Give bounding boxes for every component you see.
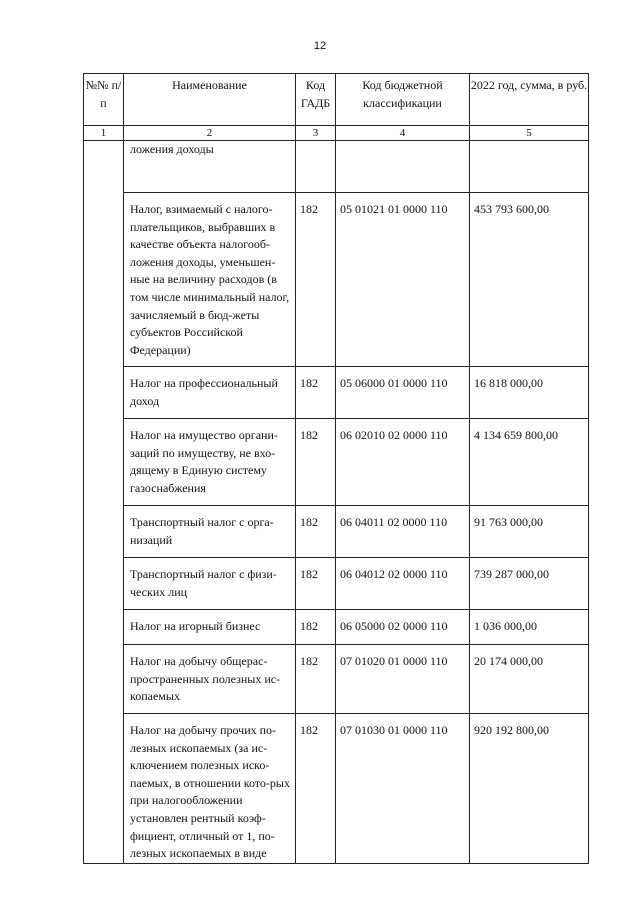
row-classification: 06 02010 02 0000 110 <box>336 419 470 506</box>
row-classification: 07 01020 01 0000 110 <box>336 645 470 714</box>
row-number-cell <box>84 141 124 864</box>
row-sum: 4 134 659 800,00 <box>470 419 589 506</box>
row-name: Налог на профессиональный доход <box>124 367 296 419</box>
header-sum: 2022 год, сумма, в руб. <box>470 74 589 126</box>
row-name: Транспортный налог с орга-низаций <box>124 506 296 558</box>
row-classification: 05 06000 01 0000 110 <box>336 367 470 419</box>
row-sum: 1 036 000,00 <box>470 610 589 645</box>
header-name: Наименование <box>124 74 296 126</box>
row-code: 182 <box>296 506 336 558</box>
row-code: 182 <box>296 610 336 645</box>
column-number: 3 <box>296 126 336 141</box>
row-sum: 920 192 800,00 <box>470 714 589 864</box>
row-code: 182 <box>296 367 336 419</box>
row-name: ложения доходы <box>124 141 296 193</box>
row-code: 182 <box>296 558 336 610</box>
table-row <box>84 193 589 367</box>
row-classification <box>336 141 470 193</box>
page-number: 12 <box>313 40 327 52</box>
row-name: Налог на игорный бизнес <box>124 610 296 645</box>
row-name: Налог на добычу общерас-пространенных полезных ис-копаемых <box>124 645 296 714</box>
table-row <box>84 645 589 714</box>
row-sum <box>470 141 589 193</box>
column-number: 2 <box>124 126 296 141</box>
table-row <box>84 506 589 558</box>
budget-revenue-table <box>83 73 589 864</box>
row-sum: 20 174 000,00 <box>470 645 589 714</box>
row-sum: 91 763 000,00 <box>470 506 589 558</box>
table-row <box>84 367 589 419</box>
row-name: Налог на имущество органи-заций по имуществу, не вхо-дящему в Единую систему газоснабжения <box>124 419 296 506</box>
row-classification: 05 01021 01 0000 110 <box>336 193 470 367</box>
column-number: 4 <box>336 126 470 141</box>
row-name: Налог на добычу прочих по-лезных ископаемых (за ис-ключением полезных иско-паемых, в отношении кото-рых при налогообложении установлен рентный коэф-фициент, отличный от 1, по-лезных ископаемых в виде <box>124 714 296 864</box>
row-sum: 739 287 000,00 <box>470 558 589 610</box>
table-header-row <box>84 74 589 126</box>
row-name: Транспортный налог с физи-ческих лиц <box>124 558 296 610</box>
header-code: Код ГАДБ <box>296 74 336 126</box>
header-classification: Код бюджетной классификации <box>336 74 470 126</box>
row-sum: 453 793 600,00 <box>470 193 589 367</box>
column-number-row <box>84 126 589 141</box>
header-num: №№ п/п <box>84 74 124 126</box>
row-name: Налог, взимаемый с налого-плательщиков, выбравших в качестве объекта налогооб-ложения доходы, уменьшен-ные на величину расходов (в том числе минимальный налог, зачисляемый в бюд-жеты субъектов Российской Федерации) <box>124 193 296 367</box>
table-row <box>84 558 589 610</box>
row-code: 182 <box>296 193 336 367</box>
column-number: 1 <box>84 126 124 141</box>
table-row <box>84 610 589 645</box>
row-code: 182 <box>296 714 336 864</box>
row-code <box>296 141 336 193</box>
table-row <box>84 714 589 864</box>
row-classification: 06 04012 02 0000 110 <box>336 558 470 610</box>
row-classification: 06 04011 02 0000 110 <box>336 506 470 558</box>
column-number: 5 <box>470 126 589 141</box>
row-code: 182 <box>296 645 336 714</box>
table-row <box>84 419 589 506</box>
row-classification: 06 05000 02 0000 110 <box>336 610 470 645</box>
row-classification: 07 01030 01 0000 110 <box>336 714 470 864</box>
table-row <box>84 141 589 193</box>
row-code: 182 <box>296 419 336 506</box>
row-sum: 16 818 000,00 <box>470 367 589 419</box>
